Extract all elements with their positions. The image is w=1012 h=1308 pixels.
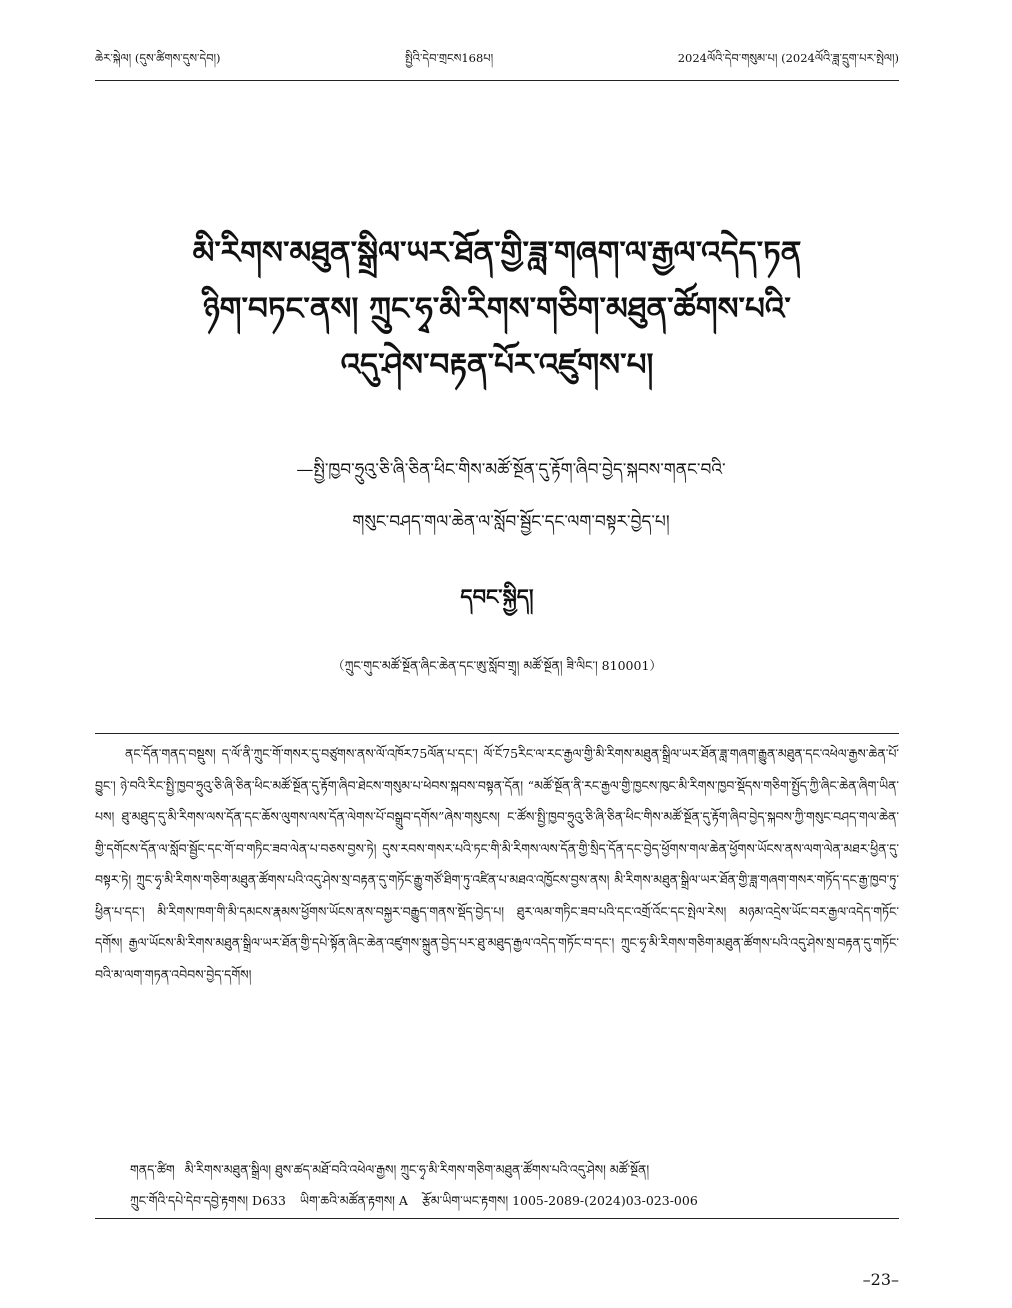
classification-line: [130, 1185, 899, 1216]
clc-label: ཀྲུང་གོའི་དཔེ་དེབ་དབྱེ་རྟགས།: [130, 1193, 249, 1208]
doc-code-value: A: [398, 1193, 408, 1208]
author-affiliation: （ཀྲུང་གུང་མཚོ་སྔོན་ཞིང་ཆེན་དང་ཨུ་སློབ་གྲྭ། མཚོ་སྔོན། ཟི་ལིང་། 810001）: [332, 658, 662, 673]
keywords-label: གནད་ཚིག: [130, 1162, 175, 1177]
abstract-top-rule: [95, 733, 899, 734]
article-subtitle: [160, 444, 862, 548]
article-metadata: [130, 1154, 899, 1216]
page-number: –23–: [862, 1270, 899, 1289]
abstract-text: ནང་དོན་གནད་བསྡུས། ད་ལོ་ནི་ཀྲུང་གོ་གསར་དུ་བཙུགས་ནས་ལོ་འཁོར75ལོན་པ་དང་། ལོ་ངོ75རིང་ལ་རང་རྒྱལ་གྱི་མི་རིགས་མཐུན་སྒྲིལ་ཡར་ཐོན་ཟླ་གཞག་རྒྱུན་མཐུན་དང་འཕེལ་རྒྱས་ཆེན་པོ་བྱུང་། ཉེ་བའི་རིང་སྤྱི་ཁྱབ་ཧྲུའུ་ཅི་ཞི་ཅིན་ཕིང་མཚོ་སྔོན་དུ་རྟོག་ཞིབ་ཐེངས་གསུམ་པ་ཕེབས་སྐབས་བསྟན་དོན། “མཚོ་སྔོན་ནི་རང་རྒྱལ་གྱི་ཁྱངས་ཁུང་མི་རིགས་ཁྱབ་སྡོདས་གཅིག་སྤྱོད་ཀྱི་ཞིང་ཆེན་ཞིག་ཡིན་པས། ཐུ་མཐུད་དུ་མི་རིགས་ལས་དོན་དང་ཆོས་ལུགས་ལས་དོན་ལེགས་པོ་བསྒྲུབ་དགོས”ཞེས་གསུངས། ང་ཚོས་སྤྱི་ཁྱབ་ཧྲུའུ་ཅི་ཞི་ཅིན་ཕིང་གིས་མཚོ་སྔོན་དུ་རྟོག་ཞིབ་བྱེད་སྐབས་ཀྱི་གསུང་བཤད་གལ་ཆེན་གྱི་དགོངས་དོན་ལ་སློབ་སྦྱོང་དང་གོ་བ་གཏིང་ཟབ་ལེན་པ་བཅས་བྱས་ཏེ། དུས་རབས་གསར་པའི་ཏང་གི་མི་རིགས་ལས་དོན་གྱི་སྲིད་དོན་དང་བྱེད་ཕྱོགས་གལ་ཆེན་ཕྱོགས་ཡོངས་ནས་ལག་ལེན་མཐར་ཕྱིན་དུ་བསྟར་ཏེ། ཀྲུང་ཧྭ་མི་རིགས་གཅིག་མཐུན་ཚོགས་པའི་འདུ་ཤེས་སྲ་བརྟན་དུ་གཏོང་རྒྱུ་གཙོ་ཐིག་ཏུ་འཛིན་པ་མཐའ་འཁྱོངས་བྱས་ནས། མི་རིགས་མཐུན་སྒྲིལ་ཡར་ཐོན་གྱི་ཟླ་གཞག་གསར་གཏོད་དང་རྒྱ་ཁྱབ་ཏུ་ཕྱིན་པ་དང་། མི་རིགས་ཁག་གི་མི་དམངས་རྣམས་ཕྱོགས་ཡོངས་ནས་བསྐྱར་བརྒྱུད་གནས་སྡོད་བྱེད་པ། ཐུར་ལམ་གཏིང་ཟབ་པའི་དང་འགྲོ་འོང་དང་སྤེལ་རེས། མཉམ་འདྲེས་ཡོང་བར་རྒྱལ་འདེད་གཏོང་དགོས། རྒྱལ་ཡོངས་མི་རིགས་མཐུན་སྒྲིལ་ཡར་ཐོན་གྱི་དཔེ་སྟོན་ཞིང་ཆེན་འཛུགས་སྐྲུན་བྱེད་པར་ཐུ་མཐུད་རྒྱལ་འདེད་གཏོང་བ་དང་། ཀྲུང་ཧྭ་མི་རིགས་གཅིག་མཐུན་ཚོགས་པའི་འདུ་ཤེས་སྲ་བརྟན་དུ་གཏོང་བའི་མ་ལག་གཏན་འབེབས་བྱེད་དགོས།: [95, 746, 899, 982]
title-line: འདུ་ཤེས་བརྟན་པོར་འཛུགས་པ།: [340, 347, 654, 383]
subtitle-line: གསུང་བཤད་གལ་ཆེན་ལ་སློབ་སྦྱོང་དང་ལག་བསྟར་བྱེད་པ།: [352, 512, 670, 532]
article-id-label: རྩོམ་ཡིག་ཡང་རྟགས།: [421, 1193, 509, 1208]
issue-date: 2024ལོའི་དེབ་གསུམ་པ། (2024ལོའི་ཟླ་དྲུག་པར་སྤེལ།): [677, 51, 899, 65]
subtitle-line: —སྤྱི་ཁྱབ་ཧྲུའུ་ཅི་ཞི་ཅིན་ཕིང་གིས་མཚོ་སྔོན་དུ་རྟོག་ཞིབ་བྱེད་སྐབས་གནང་བའི་: [296, 460, 726, 480]
clc-value: D633: [252, 1193, 286, 1208]
author-name: དབང་སྐྱིད།: [460, 584, 534, 609]
article-id-value: 1005-2089-(2024)03-023-006: [512, 1193, 698, 1208]
issue-total: སྤྱིའི་དེབ་གྲངས168པ།: [405, 51, 494, 65]
running-header: [95, 51, 899, 78]
keywords-line: [130, 1154, 899, 1185]
journal-name: ཆེར་སྐེལ། (དུས་ཚིགས་དུས་དེབ།): [95, 51, 221, 65]
doc-code-label: ཡིག་ཆའི་མཚོན་རྟགས།: [299, 1193, 395, 1208]
header-divider: [95, 80, 899, 81]
title-line: ཉིག་བཏང་ནས། ཀྲུང་ཧྭ་མི་རིགས་གཅིག་མཐུན་ཚོགས་པའི་: [203, 291, 791, 327]
article-title: [100, 225, 894, 393]
keywords-value: མི་རིགས་མཐུན་སྒྲིལ། ཐུས་ཚད་མཐོ་བའི་འཕེལ་རྒྱས། ཀྲུང་ཧྭ་མི་རིགས་གཅིག་མཐུན་ཚོགས་པའི་འདུ་ཤེས། མཚོ་སྔོན།: [184, 1162, 650, 1177]
title-line: མི་རིགས་མཐུན་སྒྲིལ་ཡར་ཐོན་གྱི་ཟླ་གཞག་ལ་རྒྱལ་འདེད་ཏན: [192, 235, 802, 271]
abstract-bottom-rule: [95, 1218, 899, 1219]
